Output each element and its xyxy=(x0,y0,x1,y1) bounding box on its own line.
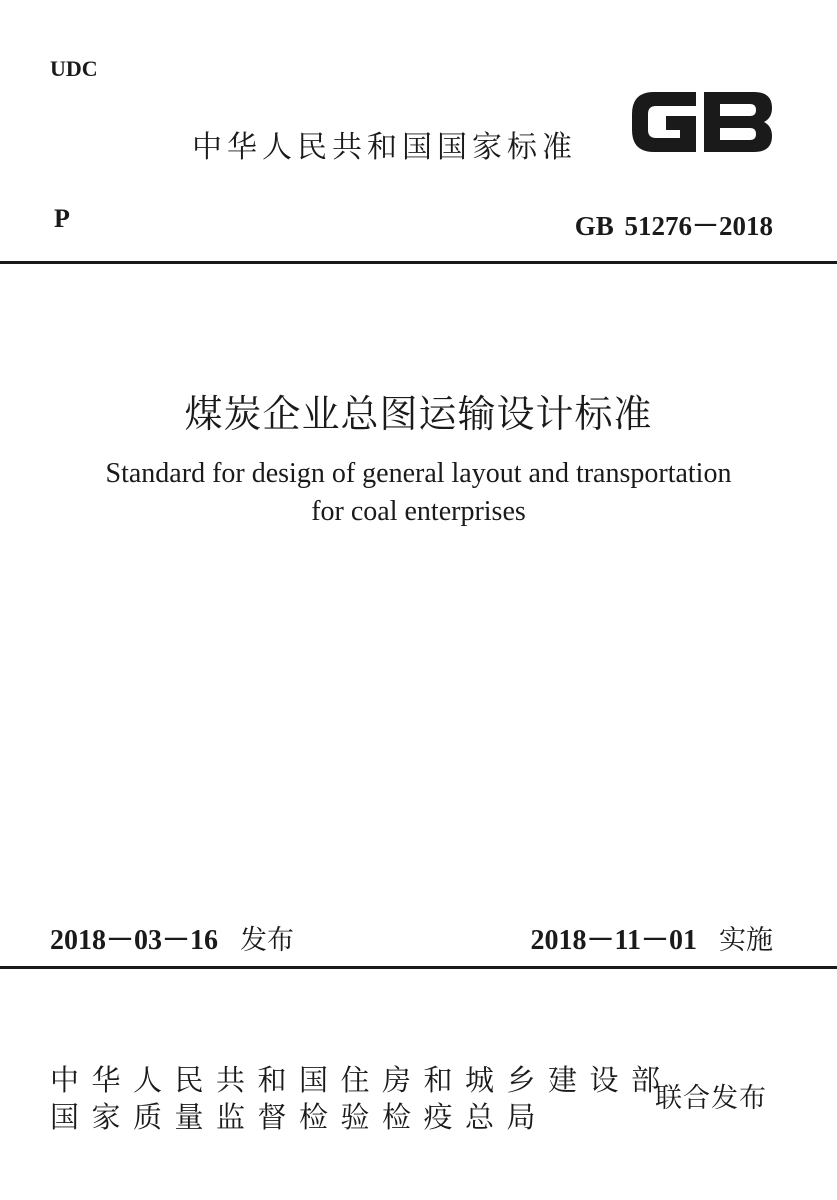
joint-issue-label: 联合发布 xyxy=(655,1083,767,1114)
chinese-title: 煤炭企业总图运输设计标准 xyxy=(184,392,653,436)
national-standard-label: 中华人民共和国国家标准 xyxy=(192,130,577,165)
top-divider xyxy=(0,261,837,264)
bottom-divider xyxy=(0,966,837,969)
issue-word: 发布 xyxy=(240,925,295,956)
english-title-line2: for coal enterprises xyxy=(311,496,526,527)
implement-date-block xyxy=(531,918,773,958)
implement-word: 实施 xyxy=(719,925,773,956)
classification-code: P xyxy=(54,204,70,233)
standard-number: GB 51276－2018 xyxy=(574,211,773,241)
issue-date: 2018－03－16 xyxy=(50,925,219,956)
implement-date: 2018－11－01 xyxy=(530,925,697,956)
udc-label: UDC xyxy=(50,56,98,81)
issue-date-block xyxy=(50,918,294,958)
gb-logo xyxy=(626,86,776,158)
english-title-line1: Standard for design of general layout and transportation xyxy=(105,458,732,489)
issuer-line-2: 国家质量监督检验检疫总局 xyxy=(50,1100,549,1134)
issuer-line-1: 中华人民共和国住房和城乡建设部 xyxy=(50,1063,673,1097)
